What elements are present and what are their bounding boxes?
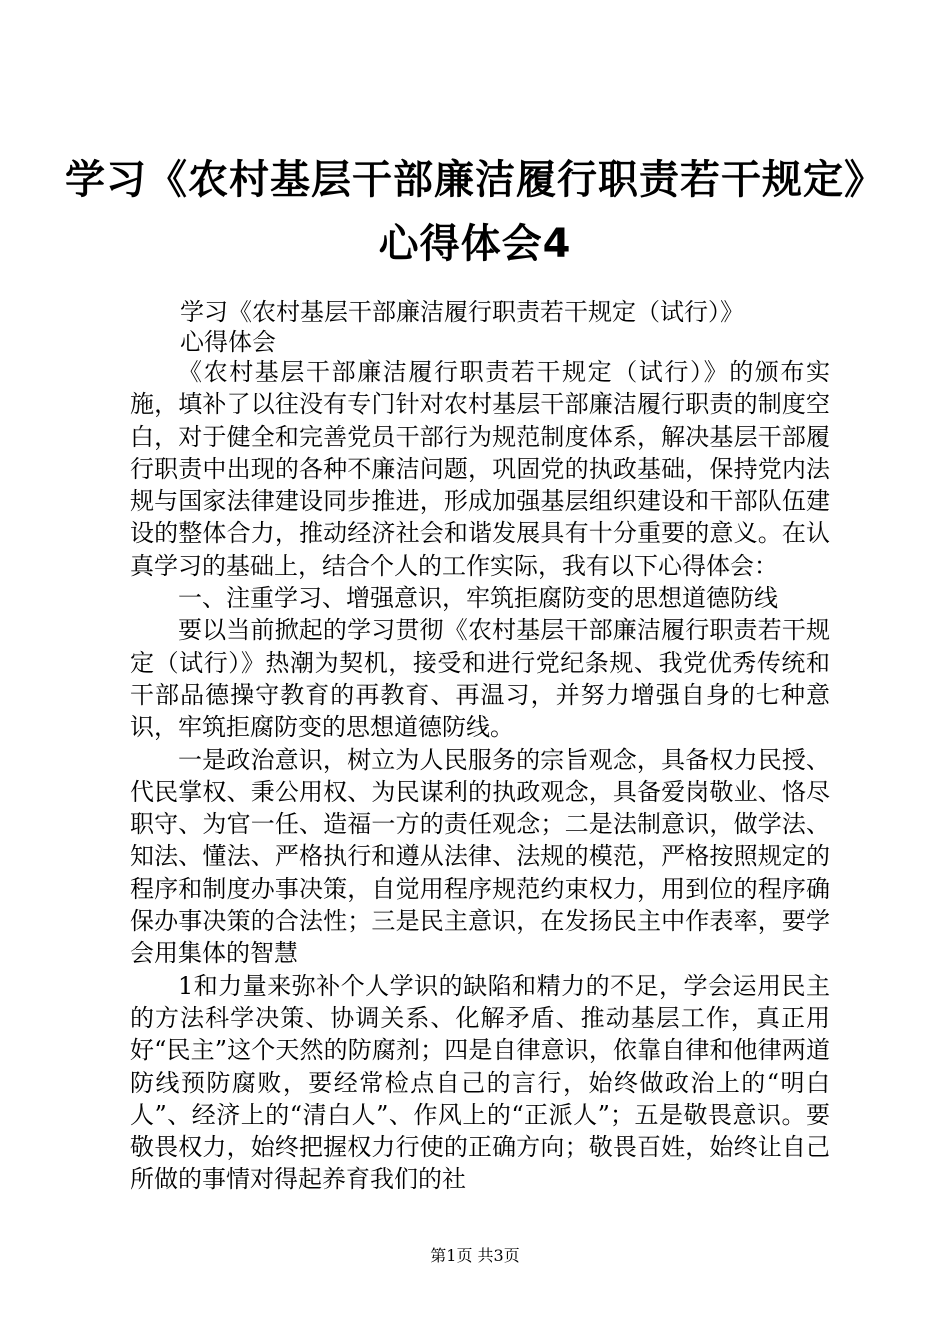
paragraph-awareness: 一是政治意识，树立为人民服务的宗旨观念，具备权力民授、代民掌权、秉公用权、为民谋利的执政观念，具备爱岗敬业、恪尽职守、为官一任、造福一方的责任观念；二是法制意识，做学法、知法、懂法、严格执行和遵从法律、法规的模范，严格按照规定的程序和制度办事决策，自觉用程序规范约束权力，用到位的程序确保办事决策的合法性；三是民主意识，在发扬民主中作表率，要学会用集体的智慧 [130, 745, 830, 968]
paragraph-continuation: 1和力量来弥补个人学识的缺陷和精力的不足，学会运用民主的方法科学决策、协调关系、化解矛盾、推动基层工作，真正用好“民主”这个天然的防腐剂；四是自律意识，依靠自律和他律两道防线预防腐败，要经常检点自己的言行，始终做政治上的“明白人”、经济上的“清白人”、作风上的“正派人”；五是敬畏意识。要敬畏权力，始终把握权力行使的正确方向；敬畏百姓，始终让自己所做的事情对得起养育我们的社 [130, 971, 830, 1194]
page-footer: 第1页 共3页 [430, 1246, 520, 1265]
paragraph-study: 要以当前掀起的学习贯彻《农村基层干部廉洁履行职责若干规定（试行）》热潮为契机，接受和进行党纪条规、我党优秀传统和干部品德操守教育的再教育、再温习，并努力增强自身的七种意识，牢筑拒腐防变的思想道德防线。 [130, 616, 830, 742]
subtitle-line-1: 学习《农村基层干部廉洁履行职责若干规定（试行）》 [180, 298, 744, 326]
document-title-line-1: 学习《农村基层干部廉洁履行职责若干规定》 [65, 157, 885, 203]
paragraph-intro: 《农村基层干部廉洁履行职责若干规定（试行）》的颁布实施，填补了以往没有专门针对农村基层干部廉洁履行职责的制度空白，对于健全和完善党员干部行为规范制度体系，解决基层干部履行职责中出现的各种不廉洁问题，巩固党的执政基础，保持党内法规与国家法律建设同步推进，形成加强基层组织建设和干部队伍建设的整体合力，推动经济社会和谐发展具有十分重要的意义。在认真学习的基础上，结合个人的工作实际，我有以下心得体会： [130, 358, 830, 580]
section-heading-1: 一、注重学习、增强意识，牢筑拒腐防变的思想道德防线 [178, 584, 778, 613]
document-title-line-2: 心得体会4 [378, 221, 572, 267]
document-body [130, 356, 830, 1196]
subtitle-line-2: 心得体会 [180, 328, 276, 356]
